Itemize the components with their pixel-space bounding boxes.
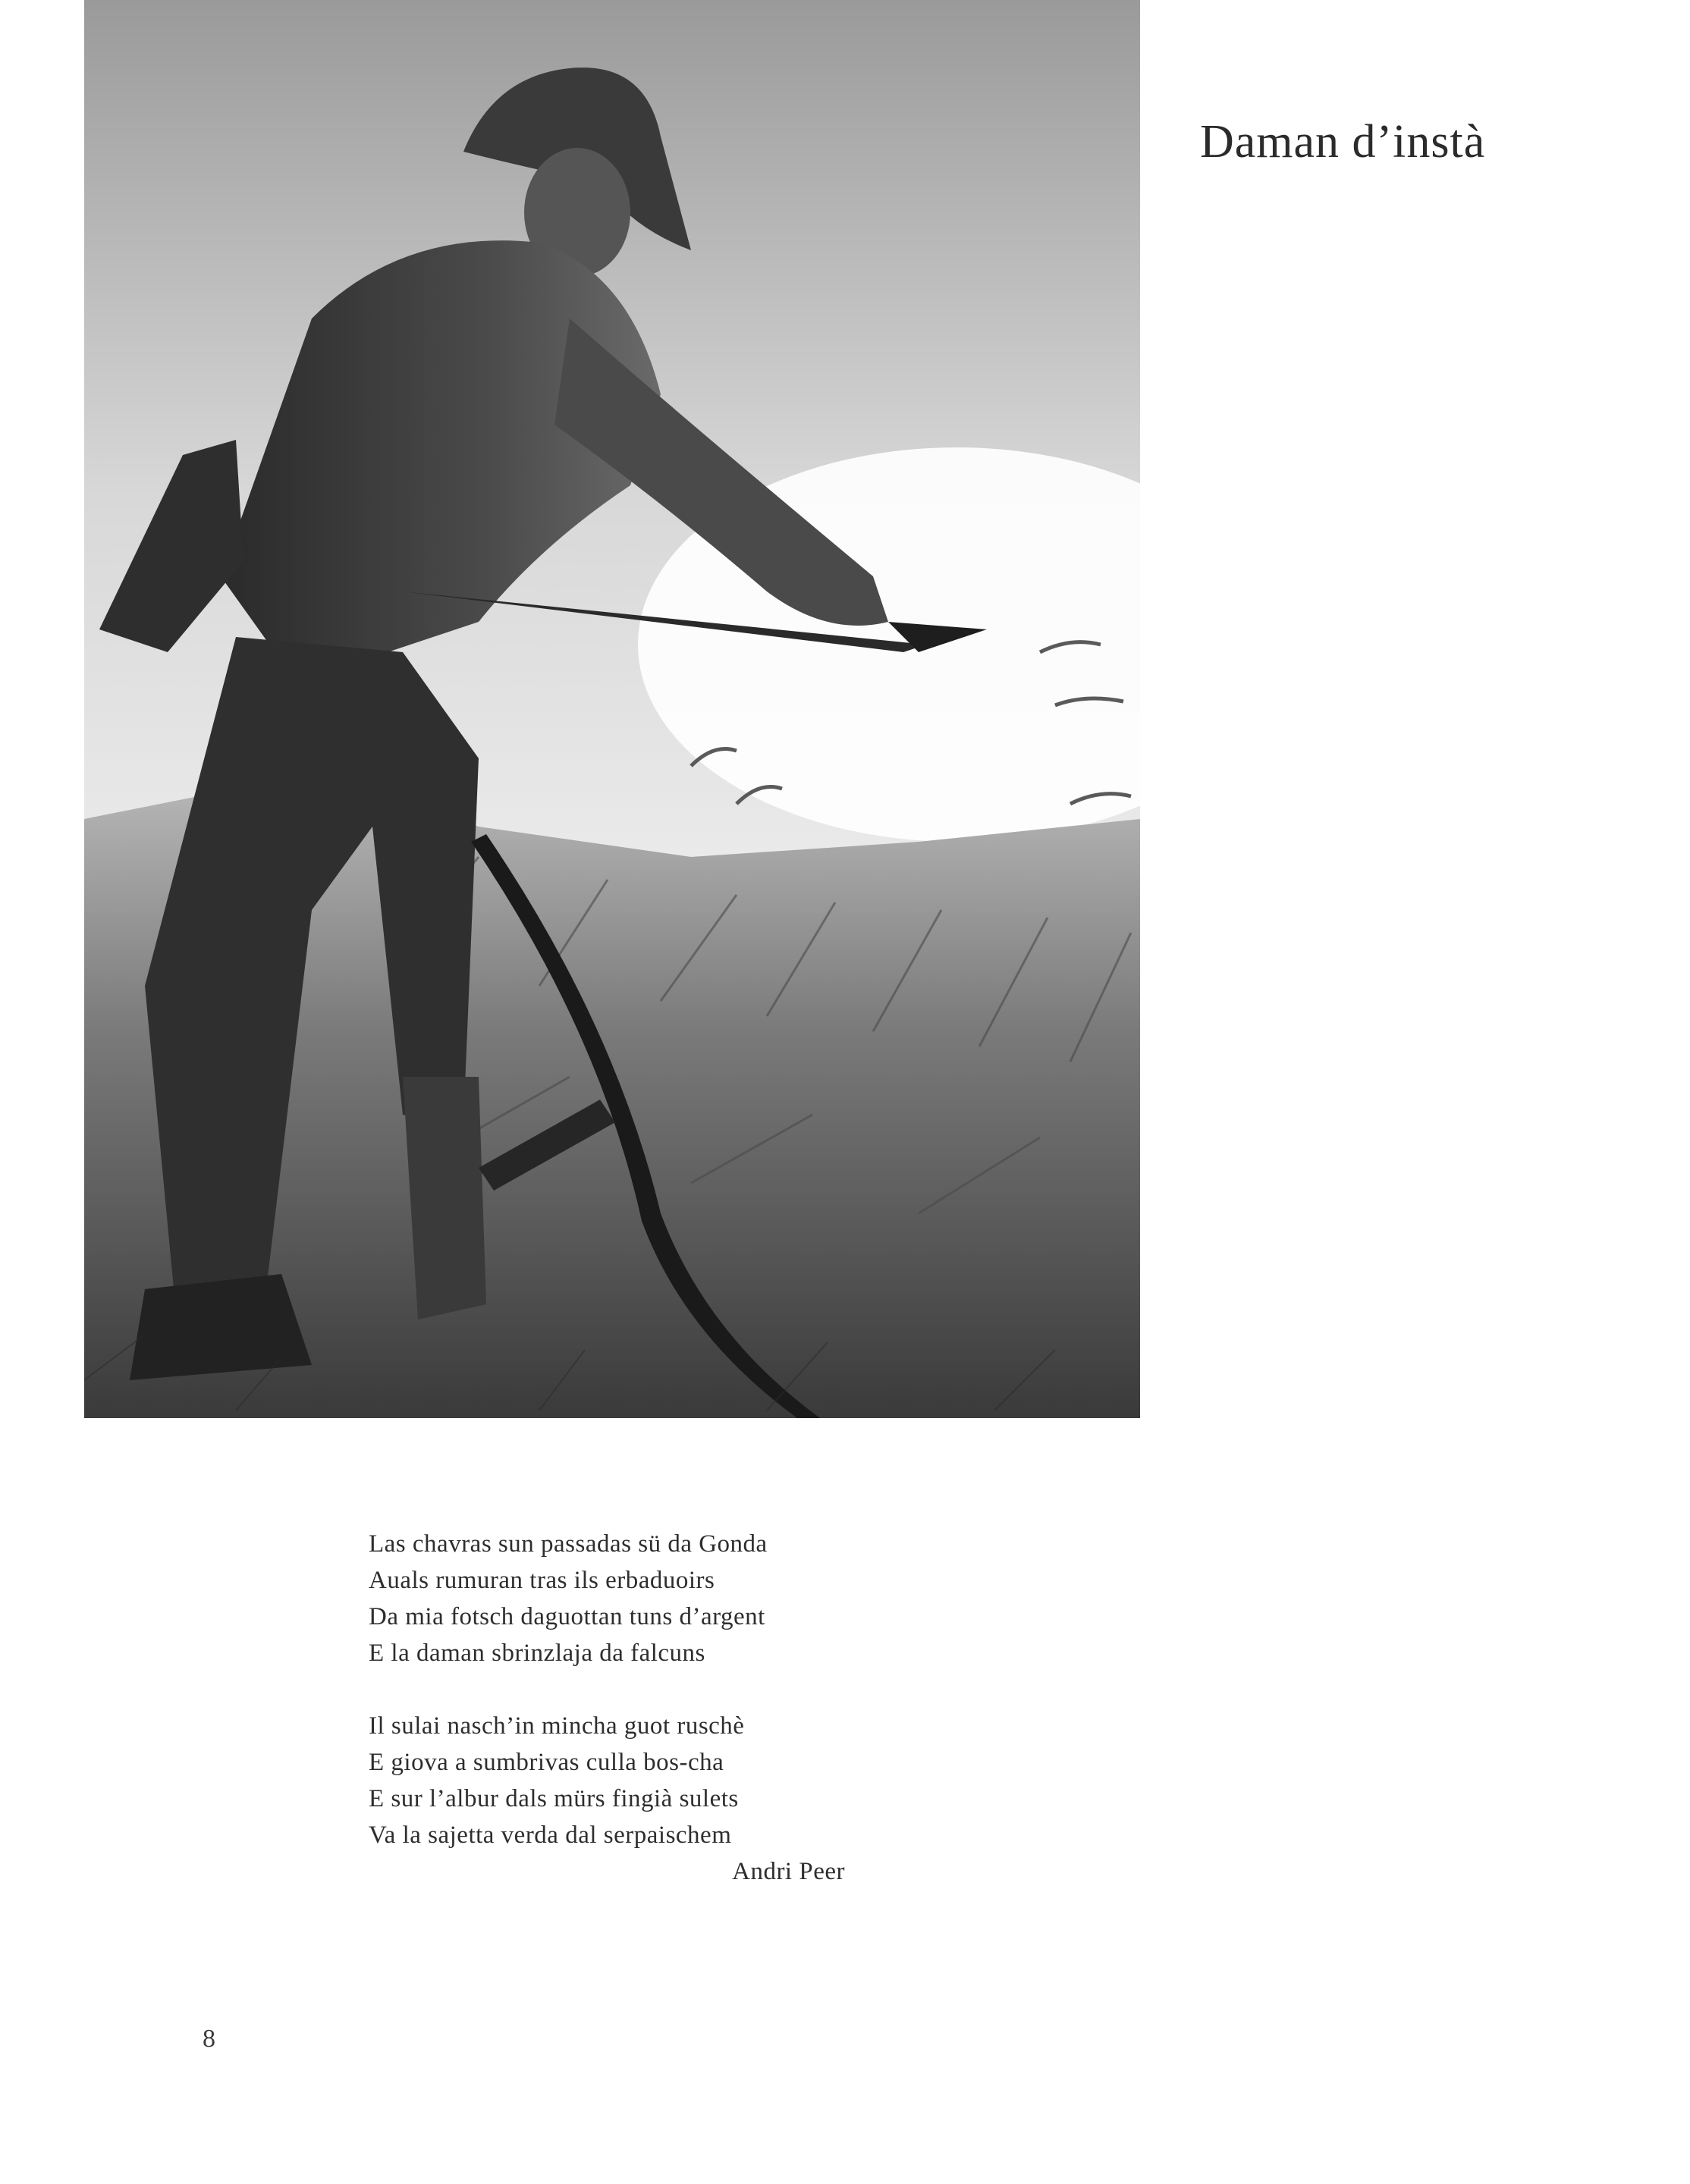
poem-line: Auals rumuran tras ils erbaduoirs — [369, 1567, 715, 1594]
poem-line: Da mia fotsch daguottan tuns d’argent — [369, 1603, 765, 1630]
poem-line: Va la sajetta verda dal serpaischem — [369, 1822, 732, 1849]
poem-line: Il sulai nasch’in mincha guot ruschè — [369, 1712, 745, 1740]
poem-line: E la daman sbrinzlaja da falcuns — [369, 1640, 705, 1667]
poem-line: E giova a sumbrivas culla bos-cha — [369, 1749, 724, 1776]
poem-line: E sur l’albur dals mürs fingià sulets — [369, 1785, 739, 1812]
photo-harvester-scythe-icon — [84, 0, 1140, 1418]
poem-line: Las chavras sun passadas sü da Gonda — [369, 1530, 768, 1558]
page-title: Daman d’instà — [1200, 116, 1486, 168]
harvester-photo — [84, 0, 1140, 1418]
poem-stanza-1 — [369, 1526, 854, 1671]
poem-stanza-2 — [369, 1708, 854, 1890]
page-number: 8 — [203, 2025, 215, 2053]
poem-author: Andri Peer — [732, 1858, 845, 1885]
poem — [369, 1526, 854, 1890]
